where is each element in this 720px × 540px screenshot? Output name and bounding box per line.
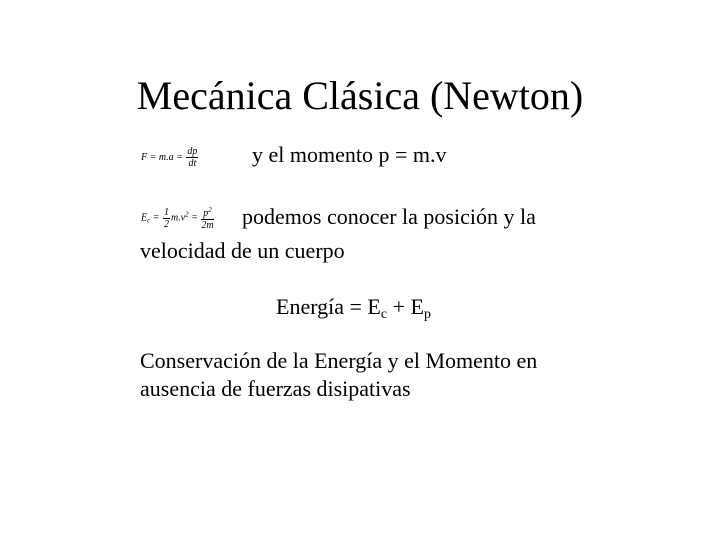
kinetic-half-denominator: 2 <box>163 218 169 230</box>
energy-equation <box>276 294 431 328</box>
kinetic-equals-2: = <box>191 212 198 224</box>
kinetic-p-exponent: 2 <box>208 206 212 214</box>
kinetic-lhs-symbol: E <box>141 212 148 224</box>
kinetic-energy-equation <box>141 205 215 231</box>
kinetic-mv-exponent: 2 <box>185 210 189 219</box>
energy-subscript-c: c <box>380 307 388 322</box>
force-equation <box>141 146 199 169</box>
kinetic-p-numerator <box>201 205 213 220</box>
energy-plus: + E <box>387 294 424 319</box>
force-equation-fraction <box>186 146 198 169</box>
kinetic-equals-1: = <box>152 212 160 224</box>
position-text-line2: velocidad de un cuerpo <box>140 238 345 263</box>
kinetic-half-fraction <box>163 207 170 230</box>
position-text-line1: podemos conocer la posición y la <box>242 204 536 229</box>
energy-prefix: Energía = E <box>276 294 381 319</box>
conservation-line2: ausencia de fuerzas disipativas <box>140 376 411 401</box>
kinetic-mv: m.v <box>170 212 186 224</box>
force-equation-denominator: dt <box>188 158 197 169</box>
energy-subscript-p: p <box>423 307 431 322</box>
force-equation-numerator: dp <box>187 146 198 157</box>
kinetic-p-fraction <box>201 205 213 231</box>
kinetic-half-numerator: 1 <box>163 206 169 218</box>
momentum-text: y el momento p = m.v <box>252 142 447 167</box>
force-equation-lhs: F = m.a = <box>141 151 183 163</box>
kinetic-p-symbol: p <box>203 208 209 219</box>
slide-title: Mecánica Clásica (Newton) <box>136 73 584 118</box>
conservation-line1: Conservación de la Energía y el Momento en <box>140 348 538 373</box>
kinetic-p-denominator: 2m <box>201 220 214 231</box>
kinetic-lhs-subscript: c <box>147 216 151 225</box>
